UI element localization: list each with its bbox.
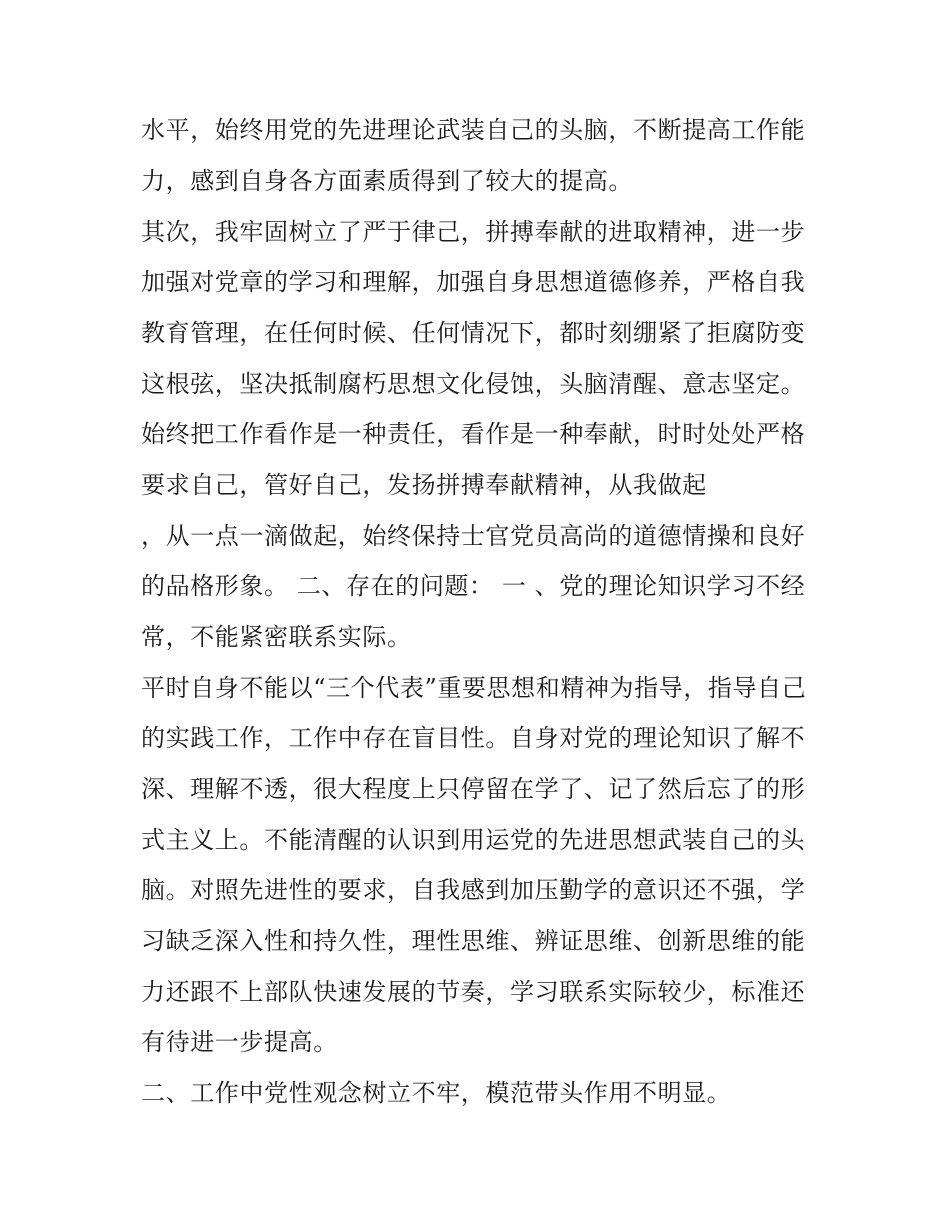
text-line: 力，感到自身各方面素质得到了较大的提高。 [141, 167, 633, 195]
text-line: 始终把工作看作是一种责任，看作是一种奉献，时时处处严格 [141, 420, 806, 448]
text-line: 其次，我牢固树立了严于律己，拼搏奉献的进取精神，进一步 [141, 218, 806, 246]
text-line: 式主义上。不能清醒的认识到用运党的先进思想武装自己的头 [141, 826, 806, 854]
text-line: 水平，始终用党的先进理论武装自己的头脑，不断提高工作能 [141, 116, 806, 144]
text-line: 平时自身不能以“三个代表”重要思想和精神为指导，指导自己 [141, 674, 807, 702]
text-line: 要求自己，管好自己，发扬拼搏奉献精神，从我做起 [141, 471, 707, 499]
text-line: 教育管理，在任何时候、任何情况下，都时刻绷紧了拒腐防变 [141, 319, 806, 347]
text-line: 脑。对照先进性的要求，自我感到加压勤学的意识还不强，学 [141, 876, 806, 904]
text-line: ，从一点一滴做起，始终保持士官党员高尚的道德情操和良好 [141, 522, 806, 550]
text-line: 加强对党章的学习和理解，加强自身思想道德修养，严格自我 [141, 268, 806, 296]
text-line: 常，不能紧密联系实际。 [141, 623, 412, 651]
text-line: 的实践工作，工作中存在盲目性。自身对党的理论知识了解不 [141, 724, 806, 752]
text-line: 深、理解不透，很大程度上只停留在学了、记了然后忘了的形 [141, 775, 806, 803]
text-line: 习缺乏深入性和持久性，理性思维、辨证思维、创新思维的能 [141, 927, 806, 955]
text-line: 二、工作中党性观念树立不牢，模范带头作用不明显。 [141, 1079, 732, 1107]
text-line: 力还跟不上部队快速发展的节奏，学习联系实际较少，标准还 [141, 978, 806, 1006]
text-line: 有待进一步提高。 [141, 1028, 338, 1056]
text-line: 的品格形象。 二、存在的问题： 一 、党的理论知识学习不经 [141, 572, 806, 600]
text-line: 这根弦，坚决抵制腐朽思想文化侵蚀，头脑清醒、意志坚定。 [141, 370, 806, 398]
